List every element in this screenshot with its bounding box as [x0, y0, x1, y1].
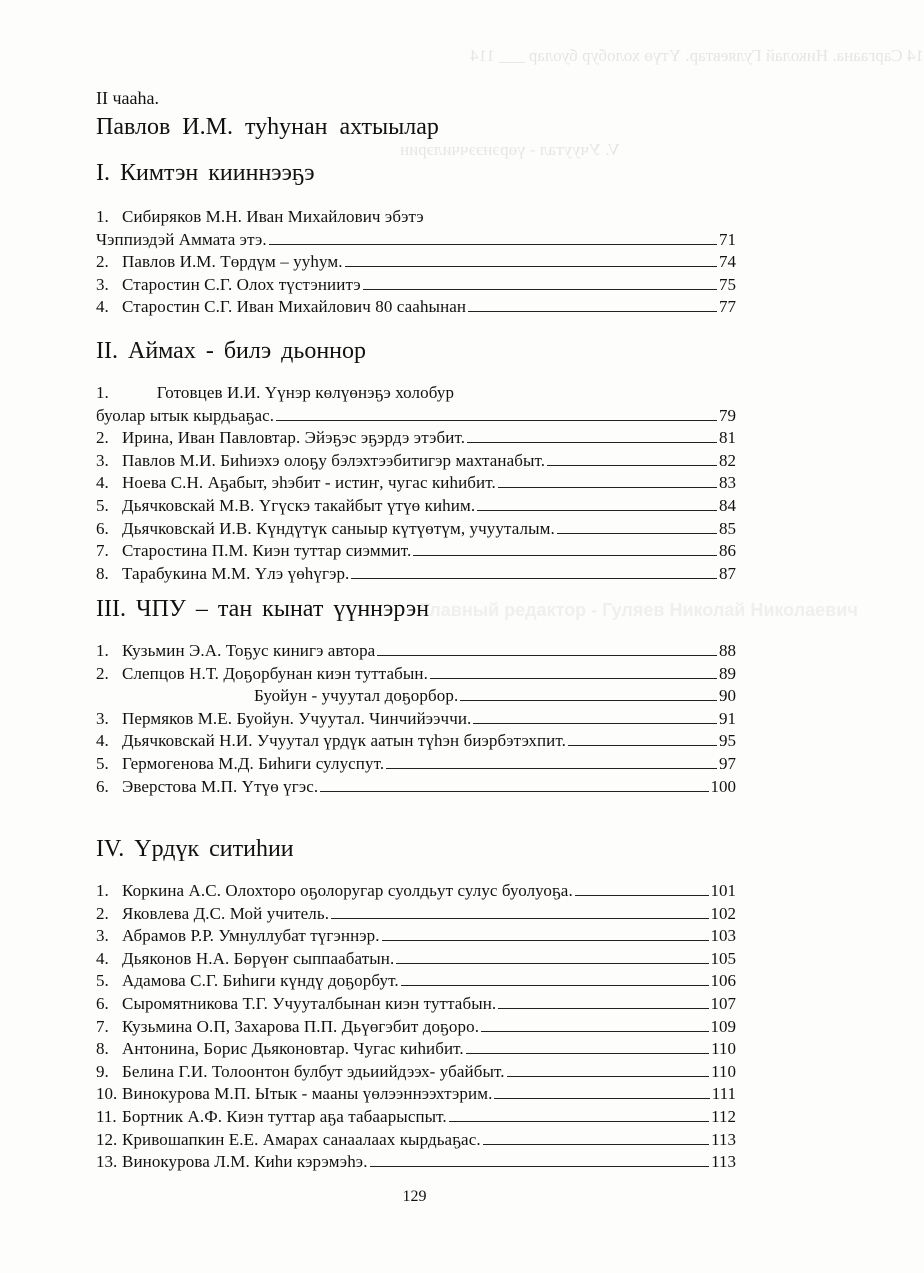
bleed-through-text: 14 Саргаана. Николай Гуляевтар. Үтүө холобур буолар ___ 114	[470, 46, 924, 65]
entry-page: 79	[719, 405, 736, 425]
entry-page: 82	[719, 450, 736, 470]
entry-text: Готовцев И.И. Үүнэр көлүөнэҕэ холобур	[122, 383, 455, 402]
leader-line	[468, 311, 717, 312]
toc-entry[interactable]	[96, 1083, 736, 1106]
entry-page: 111	[711, 1084, 736, 1104]
entry-number: 13.	[96, 1152, 118, 1172]
entry-page: 89	[719, 663, 736, 683]
entry-page: 113	[711, 1152, 736, 1172]
entry-text: Гермогенова М.Д. Биһиги сулуспут.	[122, 753, 385, 773]
leader-line	[413, 555, 717, 556]
entry-page: 95	[719, 731, 736, 751]
leader-line	[320, 791, 708, 792]
entry-text: Пермяков М.Е. Буойун. Учуутал. Чинчийээччи.	[122, 708, 472, 728]
entry-page: 74	[719, 252, 736, 272]
section-title: IV. Үрдүк ситиһии	[96, 836, 294, 862]
leader-line	[473, 723, 717, 724]
leader-line	[401, 985, 709, 986]
entry-page: 103	[710, 926, 736, 946]
entry-page: 87	[719, 563, 736, 583]
entry-number: 3.	[96, 274, 109, 294]
toc-entry[interactable]	[96, 925, 736, 948]
section-title: I. Кимтэн кииннээҕэ	[96, 160, 315, 186]
leader-line	[575, 895, 709, 896]
entry-page: 71	[719, 229, 736, 249]
page-title: Павлов И.М. туһунан ахтыылар	[96, 114, 439, 140]
leader-line	[351, 578, 717, 579]
entry-number: 5.	[96, 753, 109, 773]
entry-number: 4.	[96, 297, 109, 317]
entry-text: Дьячковскай И.В. Күндүтүк саныыр күтүөтүм, учууталым.	[122, 518, 555, 538]
entry-page: 85	[719, 518, 736, 538]
entry-text: Павлов М.И. Биһиэхэ олоҕу бэлэхтээбитигэр махтанабыт.	[122, 450, 546, 470]
entry-page: 113	[711, 1129, 736, 1149]
bleed-through-text: Главный редактор - Гуляев Николай Николаевич	[420, 600, 858, 620]
leader-line	[466, 1053, 709, 1054]
entry-text: буолар ытык кырдьаҕас.	[96, 405, 275, 425]
entry-text: Ноева С.Н. Аҕабыт, эһэбит - истиҥ, чугас киһибит.	[122, 473, 496, 493]
entry-text: Кузьмина О.П, Захарова П.П. Дьүөгэбит доҕоро.	[122, 1016, 480, 1036]
leader-line	[386, 768, 717, 769]
entry-number: 6.	[96, 776, 109, 796]
entry-text: Антонина, Борис Дьяконовтар. Чугас киһибит.	[122, 1039, 464, 1059]
entry-number: 3.	[96, 926, 109, 946]
leader-line	[477, 510, 717, 511]
entry-number: 12.	[96, 1129, 118, 1149]
entry-text: Эверстова М.П. Үтүө үгэс.	[122, 776, 319, 796]
entry-number: 9.	[96, 1061, 109, 1081]
entry-page: 105	[710, 948, 736, 968]
leader-line	[568, 745, 717, 746]
leader-line	[363, 289, 717, 290]
toc-entry[interactable]	[96, 1129, 736, 1152]
entry-number: 3.	[96, 708, 109, 728]
leader-line	[507, 1076, 710, 1077]
entry-page: 75	[719, 274, 736, 294]
entry-page: 106	[710, 971, 736, 991]
entry-text: Дьяконов Н.А. Бөрүөҥ сыппаабатын.	[122, 948, 395, 968]
entry-text: Яковлева Д.С. Мой учитель.	[122, 903, 330, 923]
leader-line	[430, 678, 717, 679]
entry-number: 4.	[96, 731, 109, 751]
entry-text: Ирина, Иван Павловтар. Эйэҕэс эҕэрдэ этэбит.	[122, 428, 466, 448]
entry-page: 86	[719, 541, 736, 561]
entry-number: 8.	[96, 563, 109, 583]
toc-entry[interactable]	[96, 206, 736, 229]
leader-line	[276, 420, 717, 421]
leader-line	[460, 700, 717, 701]
toc-entry[interactable]	[96, 1106, 736, 1129]
toc-entry[interactable]	[96, 970, 736, 993]
entry-number: 2.	[96, 903, 109, 923]
section-entries	[96, 880, 736, 1174]
entry-number: 6.	[96, 993, 109, 1013]
leader-line	[370, 1166, 710, 1167]
toc-entry[interactable]	[96, 1151, 736, 1174]
entry-text: Адамова С.Г. Биһиги күндү доҕорбут.	[122, 971, 399, 991]
toc-entry[interactable]	[96, 948, 736, 971]
entry-page: 110	[711, 1039, 736, 1059]
toc-entry[interactable]	[96, 685, 736, 708]
entry-text: Винокурова Л.М. Киһи кэрэмэһэ.	[122, 1152, 368, 1172]
leader-line	[481, 1031, 708, 1032]
entry-number: 7.	[96, 541, 109, 561]
entry-text: Абрамов Р.Р. Умнуллубат түгэннэр.	[122, 926, 380, 946]
toc-entry[interactable]	[96, 563, 736, 586]
leader-line	[467, 442, 717, 443]
entry-number: 6.	[96, 518, 109, 538]
entry-text: Дьячковскай М.В. Үгүскэ такайбыт үтүө киһим.	[122, 495, 476, 515]
entry-number: 3.	[96, 450, 109, 470]
entry-text: Белина Г.И. Толоонтон булбут эдьиийдээх- убайбыт.	[122, 1061, 505, 1081]
bleed-through-text: V. Учуутал - үөрэнээччилэрин	[400, 140, 620, 159]
leader-line	[331, 918, 708, 919]
entry-text: Старостин С.Г. Олох түстэниитэ	[122, 274, 361, 294]
toc-entry[interactable]	[96, 776, 736, 799]
section-entries	[96, 640, 736, 798]
toc-entry[interactable]	[96, 880, 736, 903]
entry-text: Кузьмин Э.А. Тоҕус кинигэ автора	[122, 641, 376, 660]
toc-entry[interactable]	[96, 405, 736, 428]
entry-page: 77	[719, 297, 736, 317]
part-label: II чааһа.	[96, 88, 160, 108]
entry-number: 4.	[96, 473, 109, 493]
entry-text: Бортник А.Ф. Киэн туттар аҕа табаарыспыт.	[122, 1106, 447, 1126]
toc-entry[interactable]	[96, 640, 736, 663]
entry-number: 1.	[96, 383, 109, 402]
toc-entry[interactable]	[96, 427, 736, 450]
entry-text: Тарабукина М.М. Үлэ үөһүгэр.	[122, 563, 350, 583]
entry-page: 90	[719, 686, 736, 706]
entry-number: 2.	[96, 252, 109, 272]
toc-entry[interactable]	[96, 1016, 736, 1039]
entry-text: Сыромятникова Т.Г. Учууталбынан киэн туттабын.	[122, 993, 497, 1013]
toc-entry[interactable]	[96, 903, 736, 926]
toc-entry[interactable]	[96, 450, 736, 473]
entry-page: 91	[719, 708, 736, 728]
toc-entry[interactable]	[96, 1061, 736, 1084]
leader-line	[382, 940, 709, 941]
entry-number: 11.	[96, 1106, 117, 1126]
entry-page: 107	[710, 993, 736, 1013]
entry-text: Павлов И.М. Төрдүм – ууһум.	[122, 252, 343, 272]
toc-entry[interactable]	[96, 753, 736, 776]
leader-line	[494, 1098, 709, 1099]
entry-text: Буойун - учуутал доҕорбор.	[254, 686, 459, 706]
toc-entry[interactable]	[96, 663, 736, 686]
entry-number: 1.	[96, 207, 109, 226]
entry-number: 2.	[96, 428, 109, 448]
section-title: III. ЧПУ – тан кынат үүннэрэн	[96, 596, 430, 622]
leader-line	[498, 1008, 708, 1009]
entry-page: 102	[710, 903, 736, 923]
entry-number: 10.	[96, 1084, 118, 1104]
toc-entry[interactable]	[96, 274, 736, 297]
leader-line	[449, 1121, 709, 1122]
toc-entry[interactable]	[96, 540, 736, 563]
entry-number: 5.	[96, 495, 109, 515]
toc-entry[interactable]	[96, 296, 736, 319]
entry-text: Чэппиэдэй Аммата этэ.	[96, 229, 267, 249]
entry-number: 1.	[96, 641, 109, 660]
toc-entry[interactable]	[96, 730, 736, 753]
entry-page: 112	[711, 1106, 736, 1126]
entry-text: Старостина П.М. Киэн туттар сиэммит.	[122, 541, 412, 561]
section-entries	[96, 382, 736, 585]
page-number: 129	[402, 1188, 427, 1205]
entry-number: 7.	[96, 1016, 109, 1036]
entry-text: Старостин С.Г. Иван Михайлович 80 сааһынан	[122, 297, 467, 317]
leader-line	[377, 655, 717, 656]
entry-page: 101	[710, 881, 736, 900]
leader-line	[557, 533, 717, 534]
entry-page: 110	[711, 1061, 736, 1081]
toc-entry[interactable]	[96, 495, 736, 518]
entry-text: Сибиряков М.Н. Иван Михайлович эбэтэ	[122, 207, 424, 226]
entry-page: 97	[719, 753, 736, 773]
toc-entry[interactable]	[96, 382, 736, 405]
leader-line	[345, 266, 717, 267]
toc-entry[interactable]	[96, 229, 736, 252]
entry-text: Винокурова М.П. Ытык - мааны үөлээннээхтэрим.	[122, 1084, 493, 1104]
toc-entry[interactable]	[96, 993, 736, 1016]
entry-text: Кривошапкин Е.Е. Амарах санаалаах кырдьаҕас.	[122, 1129, 481, 1149]
entry-page: 109	[710, 1016, 736, 1036]
toc-entry[interactable]	[96, 1038, 736, 1061]
toc-entry[interactable]	[96, 472, 736, 495]
entry-page: 88	[719, 641, 736, 660]
entry-number: 2.	[96, 663, 109, 683]
entry-number: 5.	[96, 971, 109, 991]
entry-page: 83	[719, 473, 736, 493]
entry-page: 84	[719, 495, 736, 515]
toc-entry[interactable]	[96, 251, 736, 274]
entry-number: 1.	[96, 881, 109, 900]
entry-text: Дьячковскай Н.И. Учуутал үрдүк аатын түһэн биэрбэтэхпит.	[122, 731, 566, 751]
toc-entry[interactable]	[96, 518, 736, 541]
section-title: II. Аймах - билэ дьоннор	[96, 338, 367, 364]
entry-number: 4.	[96, 948, 109, 968]
leader-line	[498, 487, 717, 488]
entry-text: Коркина А.С. Олохторо оҕолоругар суолдьут сулус буолуоҕа.	[122, 881, 573, 900]
entry-text: Слепцов Н.Т. Доҕорбунан киэн туттабын.	[122, 663, 428, 683]
leader-line	[269, 244, 717, 245]
toc-entry[interactable]	[96, 708, 736, 731]
leader-line	[396, 963, 708, 964]
entry-number: 8.	[96, 1039, 109, 1059]
entry-page: 100	[710, 776, 736, 796]
leader-line	[547, 465, 717, 466]
section-entries	[96, 206, 736, 319]
entry-page: 81	[719, 428, 736, 448]
leader-line	[483, 1144, 709, 1145]
